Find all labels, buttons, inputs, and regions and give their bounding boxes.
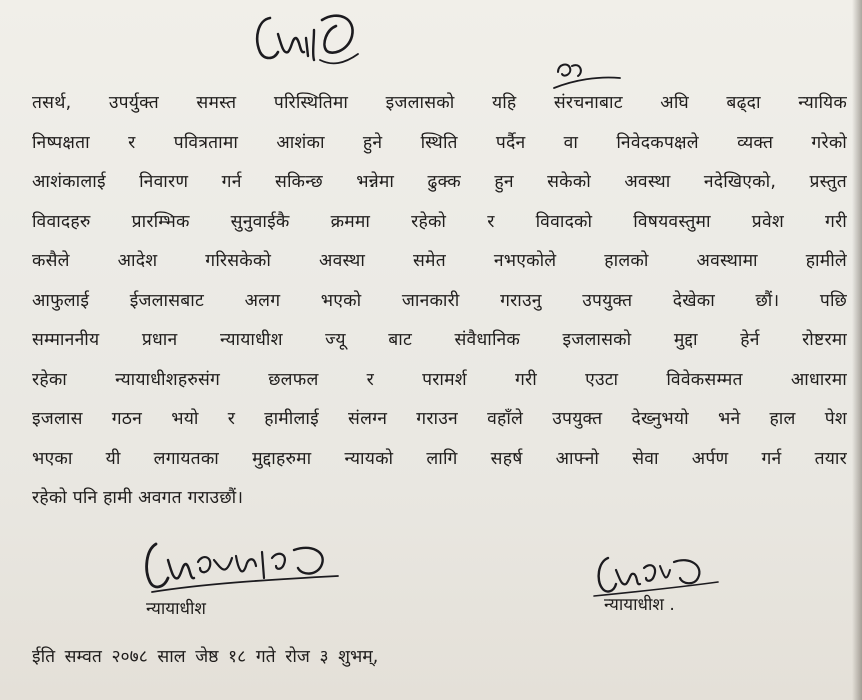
paragraph-line: तसर्थ, उपर्युक्त समस्त परिस्थितिमा इजलासको यहि संरचनाबाट अघि बढ्दा न्यायिक bbox=[32, 93, 847, 113]
paragraph-line: कसैले आदेश गरिसकेको अवस्था समेत नभएकोले हालको अवस्थामा हामीले bbox=[32, 251, 847, 271]
closing-date-line: ईति सम्वत २०७८ साल जेष्ठ १८ गते रोज ३ शुभम्, bbox=[32, 647, 379, 667]
paragraph-line: इजलास गठन भयो र हामीलाई संलग्न गराउन वहाँले उपयुक्त देख्नुभयो भने हाल पेश bbox=[32, 409, 847, 429]
paragraph-line: विवादहरु प्रारम्भिक सुनुवाईकै क्रममा रहेको र विवादको विषयवस्तुमा प्रवेश गरी bbox=[32, 211, 847, 232]
paragraph-line: आफुलाई ईजलासबाट अलग भएको जानकारी गराउनु उपयुक्त देखेका छौं। पछि bbox=[32, 290, 847, 311]
top-signature bbox=[248, 8, 368, 70]
left-judge-signature bbox=[142, 536, 342, 598]
right-judge-label: न्यायाधीश . bbox=[604, 595, 675, 615]
paragraph-line: आशंकालाई निवारण गर्न सकिन्छ भन्नेमा ढुक्क हुन सकेको अवस्था नदेखिएको, प्रस्तुत bbox=[32, 172, 847, 192]
left-judge-label: न्यायाधीश bbox=[146, 599, 206, 619]
order-paragraph bbox=[32, 84, 847, 519]
paragraph-line: सम्माननीय प्रधान न्यायाधीश ज्यू बाट संवैधानिक इजलासको मुद्दा हेर्न रोष्टरमा bbox=[32, 330, 847, 350]
paragraph-line: रहेको पनि हामी अवगत गराउछौं। bbox=[32, 488, 244, 508]
paragraph-line: रहेका न्यायाधीशहरुसंग छलफल र परामर्श गरी एउटा विवेकसम्मत आधारमा bbox=[32, 369, 847, 390]
paragraph-line: निष्पक्षता र पवित्रतामा आशंका हुने स्थिति पर्दैन वा निवेदकपक्षले व्यक्त गरेको bbox=[32, 132, 847, 153]
paragraph-line: भएका यी लगायतका मुद्दाहरुमा न्यायको लागि सहर्ष आफ्नो सेवा अर्पण गर्न तयार bbox=[32, 448, 847, 469]
